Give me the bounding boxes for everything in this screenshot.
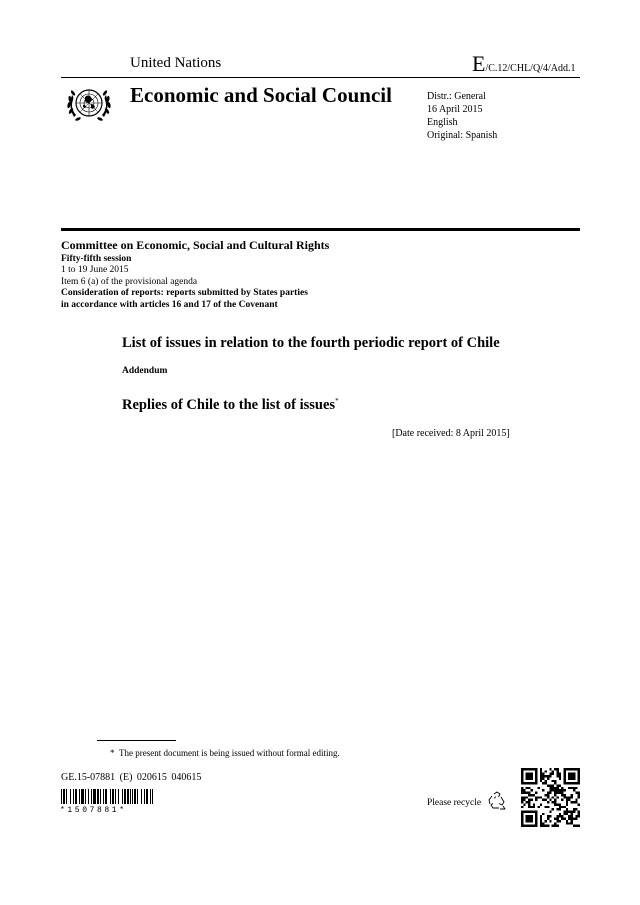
footnote-mark: * [110,748,115,758]
session-block [61,254,308,311]
header-rule [61,77,580,78]
distribution-date: 16 April 2015 [427,104,483,115]
symbol-prefix: E [472,51,486,76]
session-name: Fifty-fifth session [61,254,132,264]
barcode-number: *1507881* [60,806,127,815]
section-rule [61,228,580,231]
barcode-icon [61,789,153,804]
document-symbol [472,51,575,77]
qr-code-icon [521,768,580,827]
replies-title [122,397,339,414]
consideration-line-2: in accordance with articles 16 and 17 of the Covenant [61,299,278,310]
symbol-rest: /C.12/CHL/Q/4/Add.1 [485,63,576,74]
footnote-rule [97,740,176,741]
recycle-icon [486,791,508,811]
distribution-language: English [427,117,458,128]
recycle-text: Please recycle [427,798,482,808]
distribution-status: Distr.: General [427,91,486,102]
replies-title-text: Replies of Chile to the list of issues [122,397,336,413]
addendum-label: Addendum [122,366,168,376]
document-title: List of issues in relation to the fourth periodic report of Chile [122,335,500,351]
session-dates: 1 to 19 June 2015 [61,265,129,276]
organization-name: United Nations [130,55,222,71]
footnote-marker: * [335,397,339,405]
date-received: [Date received: 8 April 2015] [392,428,510,439]
committee-name: Committee on Economic, Social and Cultural Rights [61,238,330,252]
council-name: Economic and Social Council [130,83,392,107]
footnote [110,748,340,758]
consideration-line-1: Consideration of reports: reports submitted by States parties [61,288,308,299]
job-number: GE.15-07881 (E) 020615 040615 [61,772,202,783]
distribution-block [427,90,497,142]
distribution-original: Original: Spanish [427,130,498,141]
footnote-text: The present document is being issued without formal editing. [119,748,340,758]
agenda-item: Item 6 (a) of the provisional agenda [61,276,198,287]
un-emblem-icon [61,81,117,127]
